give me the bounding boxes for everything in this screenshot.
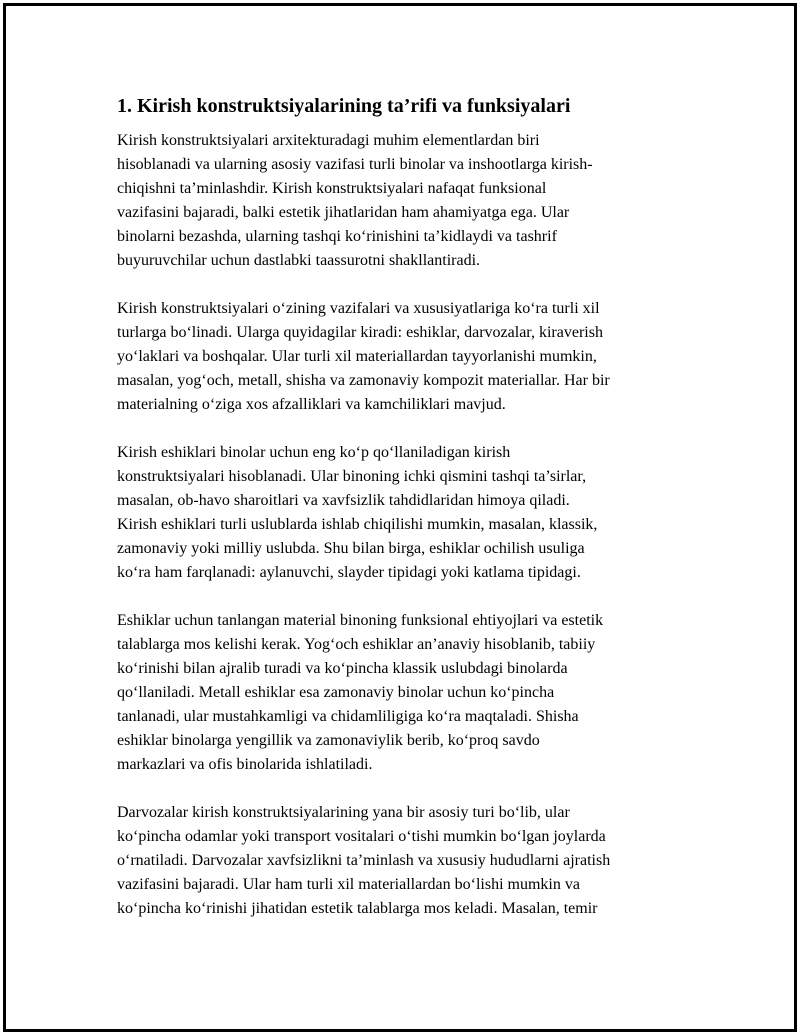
text-line: ko‘pincha ko‘rinishi jihatidan estetik talablarga mos keladi. Masalan, temir xyxy=(117,900,598,917)
text-line: turlarga bo‘linadi. Ularga quyidagilar kiradi: eshiklar, darvozalar, kiraverish xyxy=(117,324,603,341)
body-paragraph xyxy=(117,441,687,585)
text-line: zamonaviy yoki milliy uslubda. Shu bilan birga, eshiklar ochilish usuliga xyxy=(117,540,585,557)
text-line: materialning o‘ziga xos afzalliklari va kamchiliklari mavjud. xyxy=(117,396,506,413)
text-line: ko‘rinishi bilan ajralib turadi va ko‘pincha klassik uslubdagi binolarda xyxy=(117,660,568,677)
text-line: qo‘llaniladi. Metall eshiklar esa zamonaviy binolar uchun ko‘pincha xyxy=(117,684,555,701)
text-line: hisoblanadi va ularning asosiy vazifasi turli binolar va inshootlarga kirish- xyxy=(117,156,593,173)
text-line: o‘rnatiladi. Darvozalar xavfsizlikni ta’minlash va xususiy hududlarni ajratish xyxy=(117,852,611,869)
text-line: masalan, ob-havo sharoitlari va xavfsizlik tahdidlaridan himoya qiladi. xyxy=(117,492,570,509)
text-line: binolarni bezashda, ularning tashqi ko‘rinishini ta’kidlaydi va tashrif xyxy=(117,228,557,245)
text-line: yo‘laklari va boshqalar. Ular turli xil materiallardan tayyorlanishi mumkin, xyxy=(117,348,597,365)
document-body xyxy=(117,94,687,945)
text-line: ko‘pincha odamlar yoki transport vositalari o‘tishi mumkin bo‘lgan joylarda xyxy=(117,828,606,845)
text-line: konstruktsiyalari hisoblanadi. Ular binoning ichki qismini tashqi ta’sirlar, xyxy=(117,468,587,485)
text-line: Kirish eshiklari turli uslublarda ishlab chiqilishi mumkin, masalan, klassik, xyxy=(117,516,598,533)
text-line: chiqishni ta’minlashdir. Kirish konstruktsiyalari nafaqat funksional xyxy=(117,180,547,197)
body-paragraph xyxy=(117,129,687,273)
text-line: buyuruvchilar uchun dastlabki taassurotni shakllantiradi. xyxy=(117,252,481,269)
text-line: eshiklar binolarga yengillik va zamonaviylik berib, ko‘proq savdo xyxy=(117,732,540,749)
text-line: tanlanadi, ular mustahkamligi va chidamliligiga ko‘ra maqtaladi. Shisha xyxy=(117,708,579,725)
text-line: Darvozalar kirish konstruktsiyalarining yana bir asosiy turi bo‘lib, ular xyxy=(117,804,570,821)
text-line: Kirish konstruktsiyalari o‘zining vazifalari va xususiyatlariga ko‘ra turli xil xyxy=(117,300,600,317)
text-line: vazifasini bajaradi. Ular ham turli xil materiallardan bo‘lishi mumkin va xyxy=(117,876,580,893)
text-line: Eshiklar uchun tanlangan material binoning funksional ehtiyojlari va estetik xyxy=(117,612,604,629)
body-paragraph xyxy=(117,297,687,417)
paragraph-container xyxy=(117,129,687,921)
text-line: vazifasini bajaradi, balki estetik jihatlaridan ham ahamiyatga ega. Ular xyxy=(117,204,570,221)
text-line: ko‘ra ham farqlanadi: aylanuvchi, slayder tipidagi yoki katlama tipidagi. xyxy=(117,564,581,581)
body-paragraph xyxy=(117,801,687,921)
text-line: markazlari va ofis binolarida ishlatiladi. xyxy=(117,756,373,773)
text-line: talablarga mos kelishi kerak. Yog‘och eshiklar an’anaviy hisoblanib, tabiiy xyxy=(117,636,596,653)
body-paragraph xyxy=(117,609,687,777)
section-heading: 1. Kirish konstruktsiyalarining ta’rifi va funksiyalari xyxy=(117,95,571,117)
text-line: Kirish konstruktsiyalari arxitekturadagi muhim elementlardan biri xyxy=(117,132,540,149)
text-line: masalan, yog‘och, metall, shisha va zamonaviy kompozit materiallar. Har bir xyxy=(117,372,610,389)
text-line: Kirish eshiklari binolar uchun eng ko‘p qo‘llaniladigan kirish xyxy=(117,444,511,461)
